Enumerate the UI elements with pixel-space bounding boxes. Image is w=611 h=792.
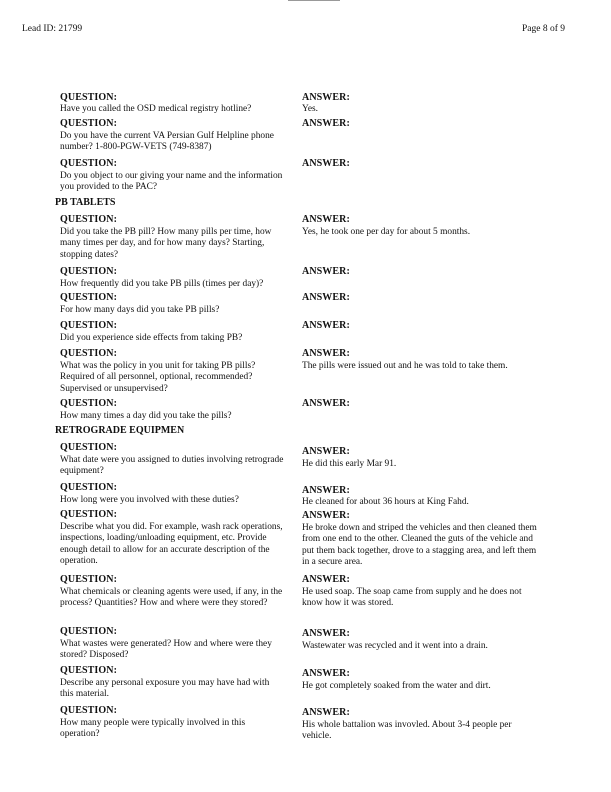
answer-label: ANSWER: <box>302 158 350 169</box>
question-label: QUESTION: <box>60 214 118 225</box>
answer-label: ANSWER: <box>302 668 350 679</box>
question-label: QUESTION: <box>60 665 118 676</box>
answer-label: ANSWER: <box>302 214 350 225</box>
question-label: QUESTION: <box>60 442 118 453</box>
section-heading-retrograde: RETROGRADE EQUIPMEN <box>55 425 185 436</box>
question-text: Do you have the current VA Persian Gulf Helpline phone number? 1-800-PGW-VETS (749-8387) <box>60 131 274 153</box>
question-label: QUESTION: <box>60 266 118 277</box>
question-label: QUESTION: <box>60 348 118 359</box>
question-text: What date were you assigned to duties involving retrograde equipment? <box>60 455 284 477</box>
question-text: How many people were typically involved in this operation? <box>60 718 246 740</box>
answer-text: He broke down and striped the vehicles and then cleaned them from one end to the other. Cleaned the guts of the vehicle and put them back together, drove to a stagging area, and left them in a secure area. <box>302 523 537 568</box>
question-label: QUESTION: <box>60 118 118 129</box>
answer-label: ANSWER: <box>302 292 350 303</box>
question-text: Have you called the OSD medical registry hotline? <box>60 104 252 114</box>
answer-label: ANSWER: <box>302 707 350 718</box>
answer-text: He cleaned for about 36 hours at King Fahd. <box>302 497 469 507</box>
question-label: QUESTION: <box>60 574 118 585</box>
question-label: QUESTION: <box>60 705 118 716</box>
answer-text: He used soap. The soap came from supply and he does not know how it was stored. <box>302 587 522 609</box>
question-text: Did you experience side effects from taking PB? <box>60 333 243 343</box>
answer-label: ANSWER: <box>302 485 350 496</box>
question-label: QUESTION: <box>60 626 118 637</box>
question-label: QUESTION: <box>60 482 118 493</box>
question-text: Describe what you did. For example, wash rack operations, inspections, loading/unloading equipment, etc. Provide enough detail to allow for an accurate description of the operation. <box>60 522 283 567</box>
page-number: Page 8 of 9 <box>522 24 566 34</box>
answer-text: His whole battalion was invovled. About 3-4 people per vehicle. <box>302 720 512 742</box>
question-label: QUESTION: <box>60 92 118 103</box>
lead-id: Lead ID: 21799 <box>22 24 83 34</box>
answer-label: ANSWER: <box>302 510 350 521</box>
answer-label: ANSWER: <box>302 348 350 359</box>
question-label: QUESTION: <box>60 158 118 169</box>
question-label: QUESTION: <box>60 398 118 409</box>
question-text: Describe any personal exposure you may have had with this material. <box>60 678 270 700</box>
answer-text: The pills were issued out and he was told to take them. <box>302 361 508 371</box>
question-text: What chemicals or cleaning agents were used, if any, in the process? Quantities? How and where were they stored? <box>60 587 283 609</box>
answer-text: He did this early Mar 91. <box>302 459 397 469</box>
question-text: Did you take the PB pill? How many pills per time, how many times per day, and for how many days? Starting, stopping dates? <box>60 227 272 260</box>
question-text: What was the policy in you unit for taking PB pills? Required of all personnel, optional, recommended? Supervised or unsupervised? <box>60 361 256 394</box>
question-text: How many times a day did you take the pills? <box>60 411 232 421</box>
answer-label: ANSWER: <box>302 446 350 457</box>
question-label: QUESTION: <box>60 320 118 331</box>
question-text: What wastes were generated? How and where were they stored? Disposed? <box>60 639 272 661</box>
top-rule <box>288 0 340 1</box>
question-text: How frequently did you take PB pills (times per day)? <box>60 279 264 289</box>
answer-label: ANSWER: <box>302 92 350 103</box>
answer-text: Wastewater was recycled and it went into a drain. <box>302 641 488 651</box>
answer-label: ANSWER: <box>302 266 350 277</box>
question-label: QUESTION: <box>60 509 118 520</box>
question-label: QUESTION: <box>60 292 118 303</box>
answer-text: Yes. <box>302 104 318 114</box>
question-text: For how many days did you take PB pills? <box>60 305 220 315</box>
answer-label: ANSWER: <box>302 398 350 409</box>
answer-text: Yes, he took one per day for about 5 months. <box>302 227 471 237</box>
answer-label: ANSWER: <box>302 320 350 331</box>
answer-label: ANSWER: <box>302 628 350 639</box>
question-text: How long were you involved with these duties? <box>60 495 239 505</box>
section-heading-pb-tablets: PB TABLETS <box>55 197 116 208</box>
answer-label: ANSWER: <box>302 574 350 585</box>
answer-label: ANSWER: <box>302 118 350 129</box>
answer-text: He got completely soaked from the water and dirt. <box>302 681 491 691</box>
question-text: Do you object to our giving your name and the information you provided to the PAC? <box>60 171 283 193</box>
